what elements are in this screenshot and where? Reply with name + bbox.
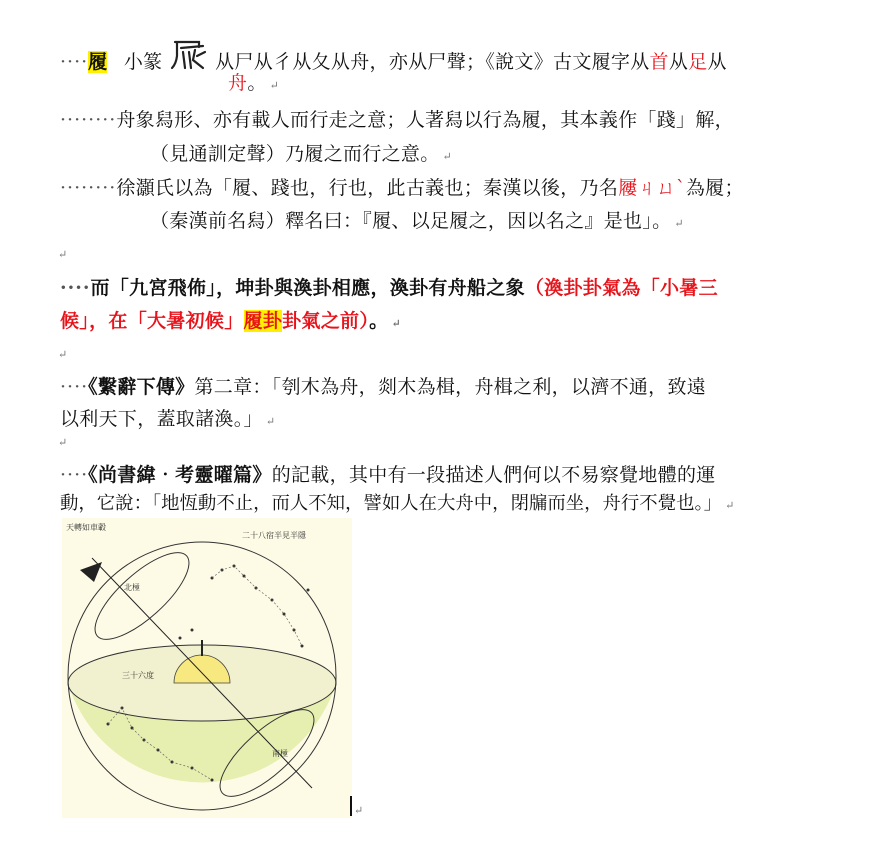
return-mark-icon: ↵: [269, 79, 280, 92]
highlighted-red-text: 履卦: [243, 310, 283, 332]
para-1-line-1: [60, 38, 727, 75]
para-4-line-2: [60, 308, 401, 337]
seal-script-glyph-icon: [169, 38, 209, 72]
red-char: 足: [688, 51, 708, 73]
text: 从: [707, 51, 727, 73]
figure-label-top-left: 天轉如車轂: [66, 523, 106, 532]
text: 徐灝氏以為「履、踐也，行也，此古義也；秦漢以後，乃名: [116, 177, 619, 199]
para-5-line-1: [60, 374, 706, 400]
figure-label-36-degrees: 三十六度: [122, 671, 154, 680]
leader-dots: ····: [60, 277, 91, 299]
text: 的記載，其中有一段描述人們何以不易察覺地體的運: [271, 464, 716, 486]
red-text: 卦氣之前）: [282, 310, 370, 332]
para-3-line-2: [150, 208, 684, 237]
para-2-line-1: [60, 107, 734, 133]
red-char: 首: [649, 51, 669, 73]
red-char: 舟: [228, 72, 248, 94]
text: 動，它說：「地恆動不止，而人不知，譬如人在大舟中，閉牖而坐，舟行不覺也。」: [60, 493, 723, 514]
text: 。: [247, 72, 267, 94]
text: 从: [668, 51, 689, 73]
text: 从尸从彳从夂从舟，亦从尸聲；《說文》古文履字从: [215, 51, 650, 73]
seal-script-label: 小篆: [123, 51, 163, 73]
figure-label-top-right: 二十八宿半見半隱: [242, 531, 306, 540]
return-mark-icon: ↵: [674, 217, 684, 230]
para-3-line-1: [60, 175, 744, 201]
book-title: 《尚書緯‧考靈曜篇》: [88, 464, 272, 486]
text: （秦漢前名舄）釋名曰：『履、以足履之，因以名之』是也」。: [150, 210, 672, 232]
text: （見通訓定聲）乃履之而行之意。: [150, 143, 440, 165]
text: 以利天下，蓋取諸渙。」: [60, 408, 263, 430]
red-text: （渙卦卦氣為「小暑三: [524, 277, 718, 299]
return-mark-icon: ↵: [442, 150, 453, 163]
leader-dots: ········: [60, 109, 117, 131]
para-2-line-2: [150, 141, 452, 170]
leader-dots: ····: [60, 376, 89, 398]
highlighted-character: 履: [88, 51, 108, 73]
leader-dots: ········: [60, 177, 117, 199]
text: 而「九宮飛佈」，坤卦與渙卦相應，渙卦有舟船之象: [90, 277, 525, 299]
para-4-line-1: [60, 275, 718, 301]
leader-dots: ····: [60, 464, 89, 486]
book-title: 《繫辭下傳》: [88, 376, 195, 398]
text: 第二章：「刳木為舟，剡木為楫，舟楫之利，以濟不通，致遠: [194, 376, 707, 398]
para-6-line-2: [60, 491, 734, 519]
empty-paragraph-mark-icon: ↵: [58, 436, 68, 449]
return-mark-icon: ↵: [391, 317, 401, 330]
red-text: 候」，在「大暑初候」: [60, 310, 244, 332]
return-mark-icon: ↵: [354, 804, 364, 817]
text-cursor: [350, 796, 352, 816]
celestial-sphere-figure: [62, 518, 352, 818]
text: 。: [369, 310, 389, 332]
text: 為履；: [685, 177, 744, 199]
red-text: 屨ㄐㄩˋ: [618, 177, 686, 199]
leader-dots: ····: [60, 51, 89, 73]
return-mark-icon: ↵: [725, 499, 735, 512]
figure-label-north: 北極: [124, 583, 140, 592]
figure-label-south: 南極: [272, 749, 288, 758]
para-5-line-2: [60, 406, 275, 435]
para-6-line-1: [60, 462, 716, 488]
empty-paragraph-mark-icon: ↵: [58, 248, 68, 261]
return-mark-icon: ↵: [265, 415, 276, 428]
para-1-line-2: [228, 70, 279, 99]
text: 舟象舄形、亦有載人而行走之意；人著舄以行為履，其本義作「踐」解，: [116, 109, 734, 131]
empty-paragraph-mark-icon: ↵: [58, 348, 68, 361]
